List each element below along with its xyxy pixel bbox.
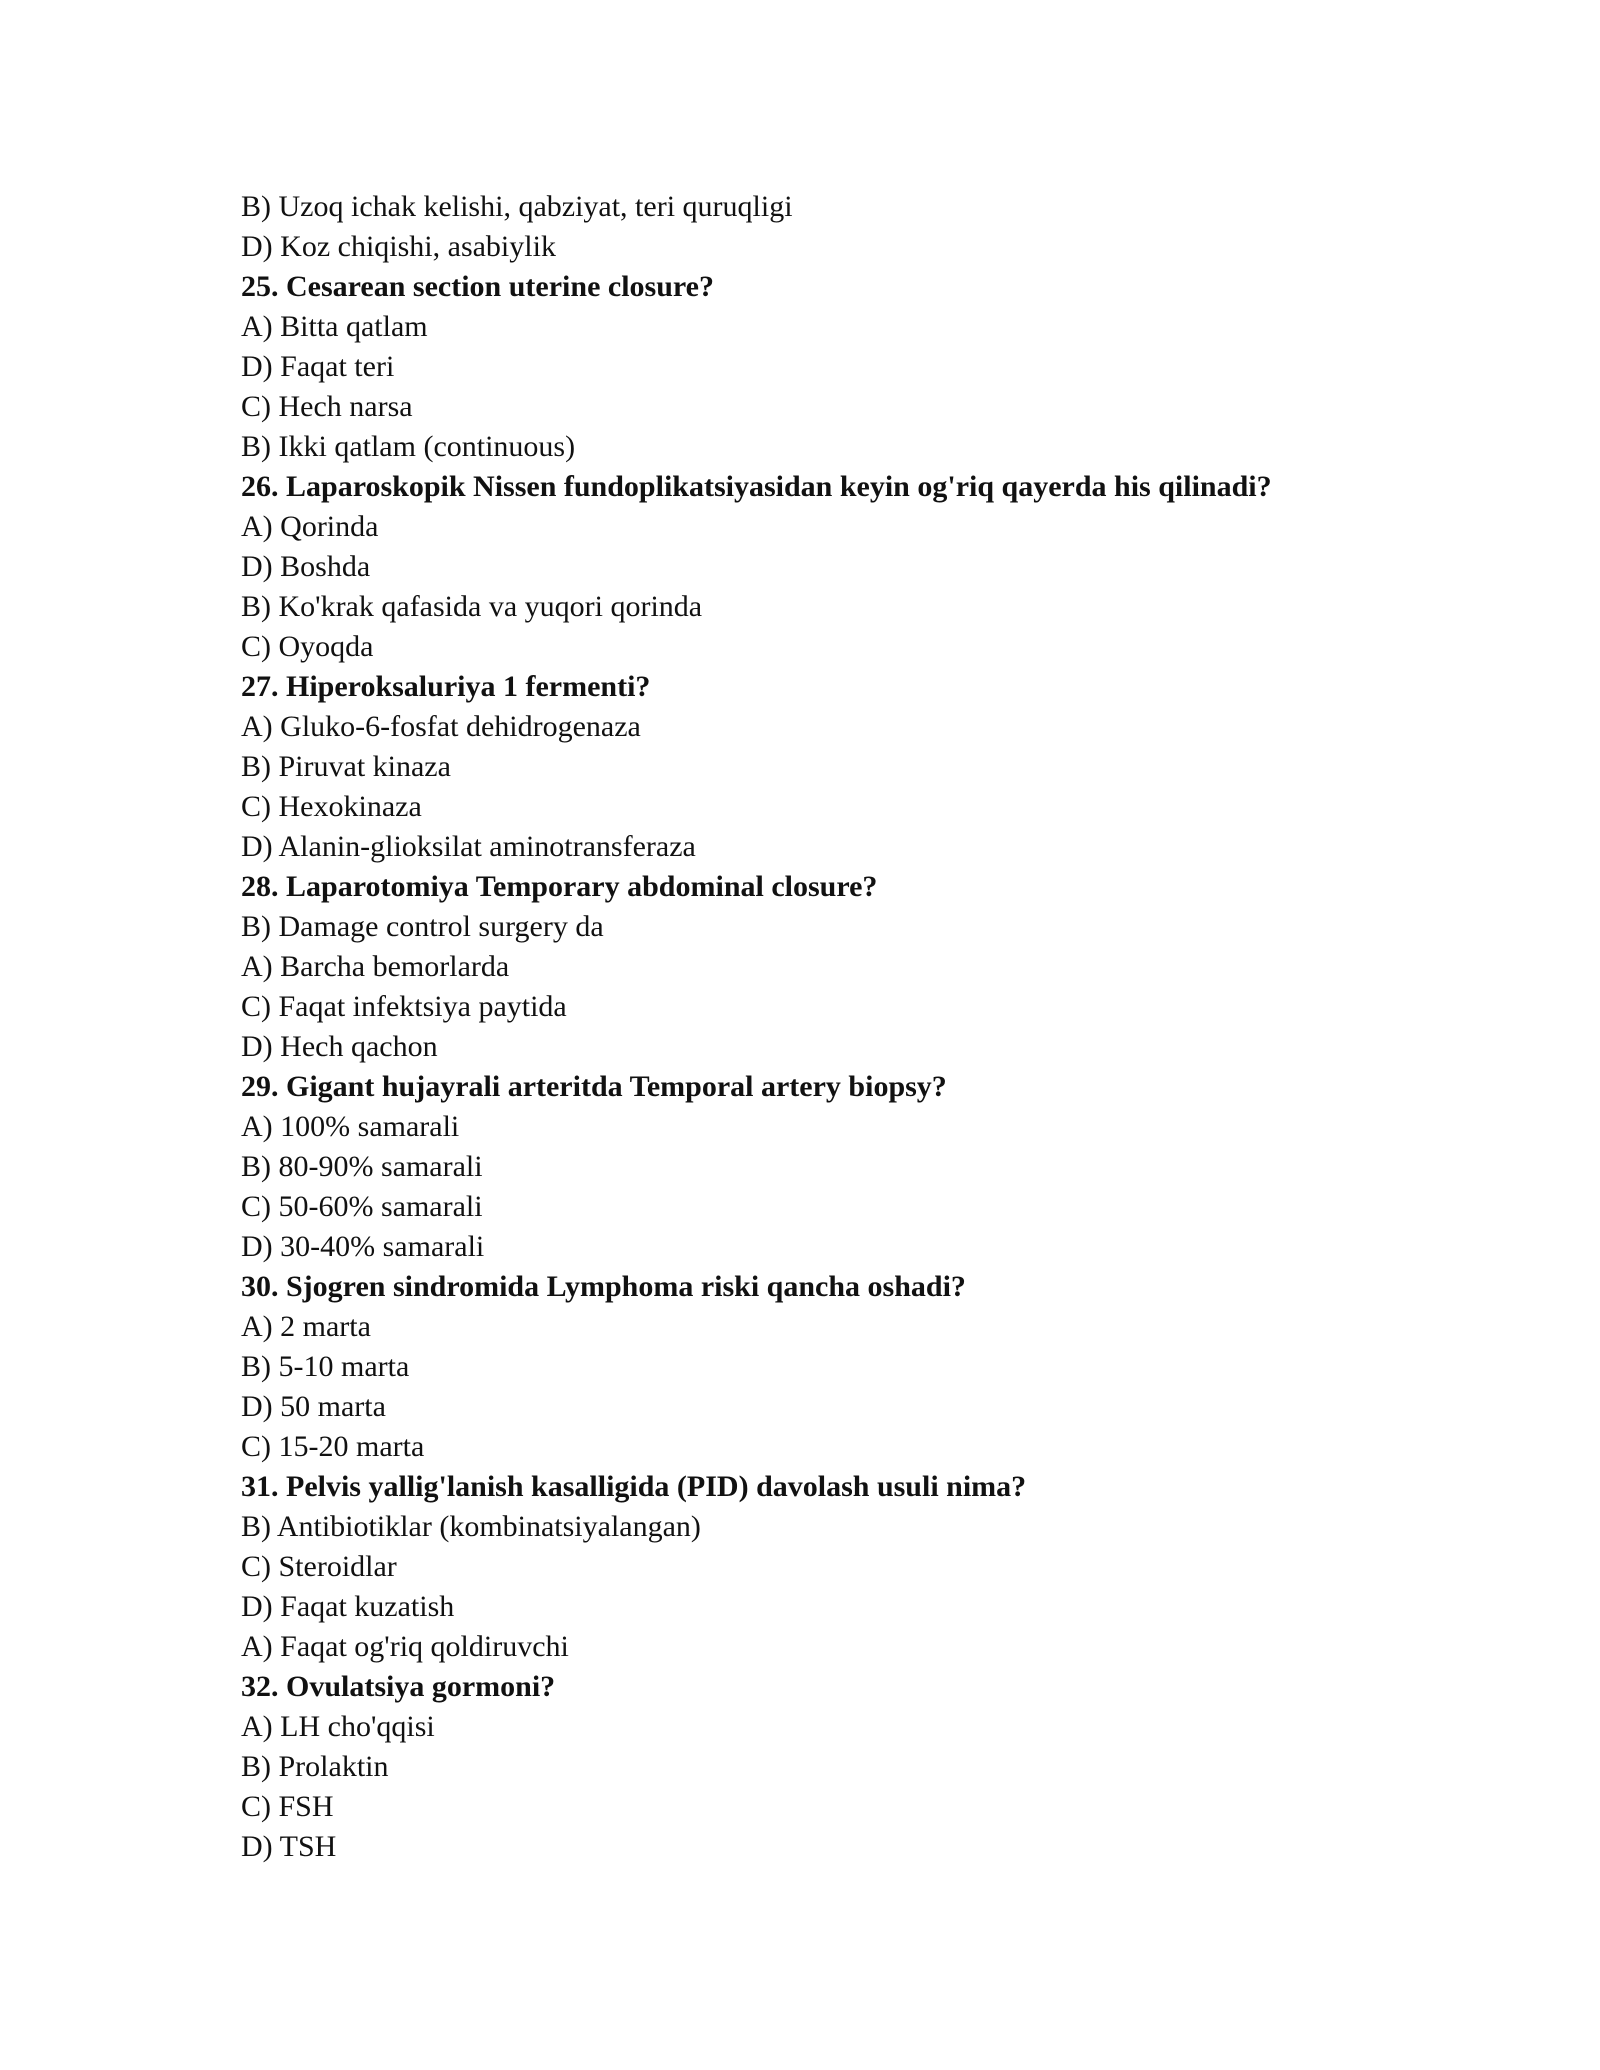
answer-option: B) Piruvat kinaza [241,750,451,783]
answer-option: D) Faqat teri [241,350,395,383]
answer-option: D) 30-40% samarali [241,1230,485,1263]
question-block-25 [241,267,1441,467]
question-block-29 [241,1067,1441,1267]
question-block-26 [241,467,1441,667]
answer-option: D) Hech qachon [241,1030,438,1063]
answer-option: A) Gluko-6-fosfat dehidrogenaza [241,710,641,743]
answer-option: C) Steroidlar [241,1550,397,1583]
answer-option: A) Barcha bemorlarda [241,950,510,983]
answer-option: A) LH cho'qqisi [241,1710,435,1743]
question-block-27 [241,667,1441,867]
answer-option: C) Faqat infektsiya paytida [241,990,567,1023]
answer-option: D) TSH [241,1830,337,1863]
answer-option: C) FSH [241,1790,334,1823]
answer-option: B) Ko'krak qafasida va yuqori qorinda [241,590,703,623]
answer-option: B) 80-90% samarali [241,1150,483,1183]
answer-option: C) 50-60% samarali [241,1190,483,1223]
answer-option: A) Bitta qatlam [241,310,428,343]
question-title: 29. Gigant hujayrali arteritda Temporal artery biopsy? [241,1070,947,1103]
answer-option: B) Ikki qatlam (continuous) [241,430,576,463]
answer-option: C) Hech narsa [241,390,413,423]
answer-option: B) 5-10 marta [241,1350,410,1383]
answer-option: D) Alanin-glioksilat aminotransferaza [241,830,696,863]
answer-option: B) Prolaktin [241,1750,389,1783]
question-title: 27. Hiperoksaluriya 1 fermenti? [241,670,651,703]
answer-option: C) 15-20 marta [241,1430,425,1463]
question-block-31 [241,1467,1441,1667]
answer-option: A) Faqat og'riq qoldiruvchi [241,1630,569,1663]
question-block-28 [241,867,1441,1067]
question-title: 32. Ovulatsiya gormoni? [241,1670,556,1703]
question-title: 31. Pelvis yallig'lanish kasalligida (PID) davolash usuli nima? [241,1470,1027,1503]
continuation-option: B) Uzoq ichak kelishi, qabziyat, teri quruqligi [241,190,793,223]
question-block-32 [241,1667,1441,1867]
question-title: 28. Laparotomiya Temporary abdominal closure? [241,870,878,903]
answer-option: A) 100% samarali [241,1110,460,1143]
answer-option: D) 50 marta [241,1390,386,1423]
answer-option: B) Antibiotiklar (kombinatsiyalangan) [241,1510,701,1543]
answer-option: C) Oyoqda [241,630,374,663]
question-title: 26. Laparoskopik Nissen fundoplikatsiyasidan keyin og'riq qayerda his qilinadi? [241,470,1272,503]
document-content [241,187,1441,1867]
question-title: 25. Cesarean section uterine closure? [241,270,714,303]
question-block-30 [241,1267,1441,1467]
answer-option: A) 2 marta [241,1310,371,1343]
answer-option: B) Damage control surgery da [241,910,604,943]
answer-option: C) Hexokinaza [241,790,422,823]
continuation-option: D) Koz chiqishi, asabiylik [241,230,556,263]
answer-option: A) Qorinda [241,510,379,543]
answer-option: D) Faqat kuzatish [241,1590,455,1623]
answer-option: D) Boshda [241,550,371,583]
question-title: 30. Sjogren sindromida Lymphoma riski qancha oshadi? [241,1270,966,1303]
